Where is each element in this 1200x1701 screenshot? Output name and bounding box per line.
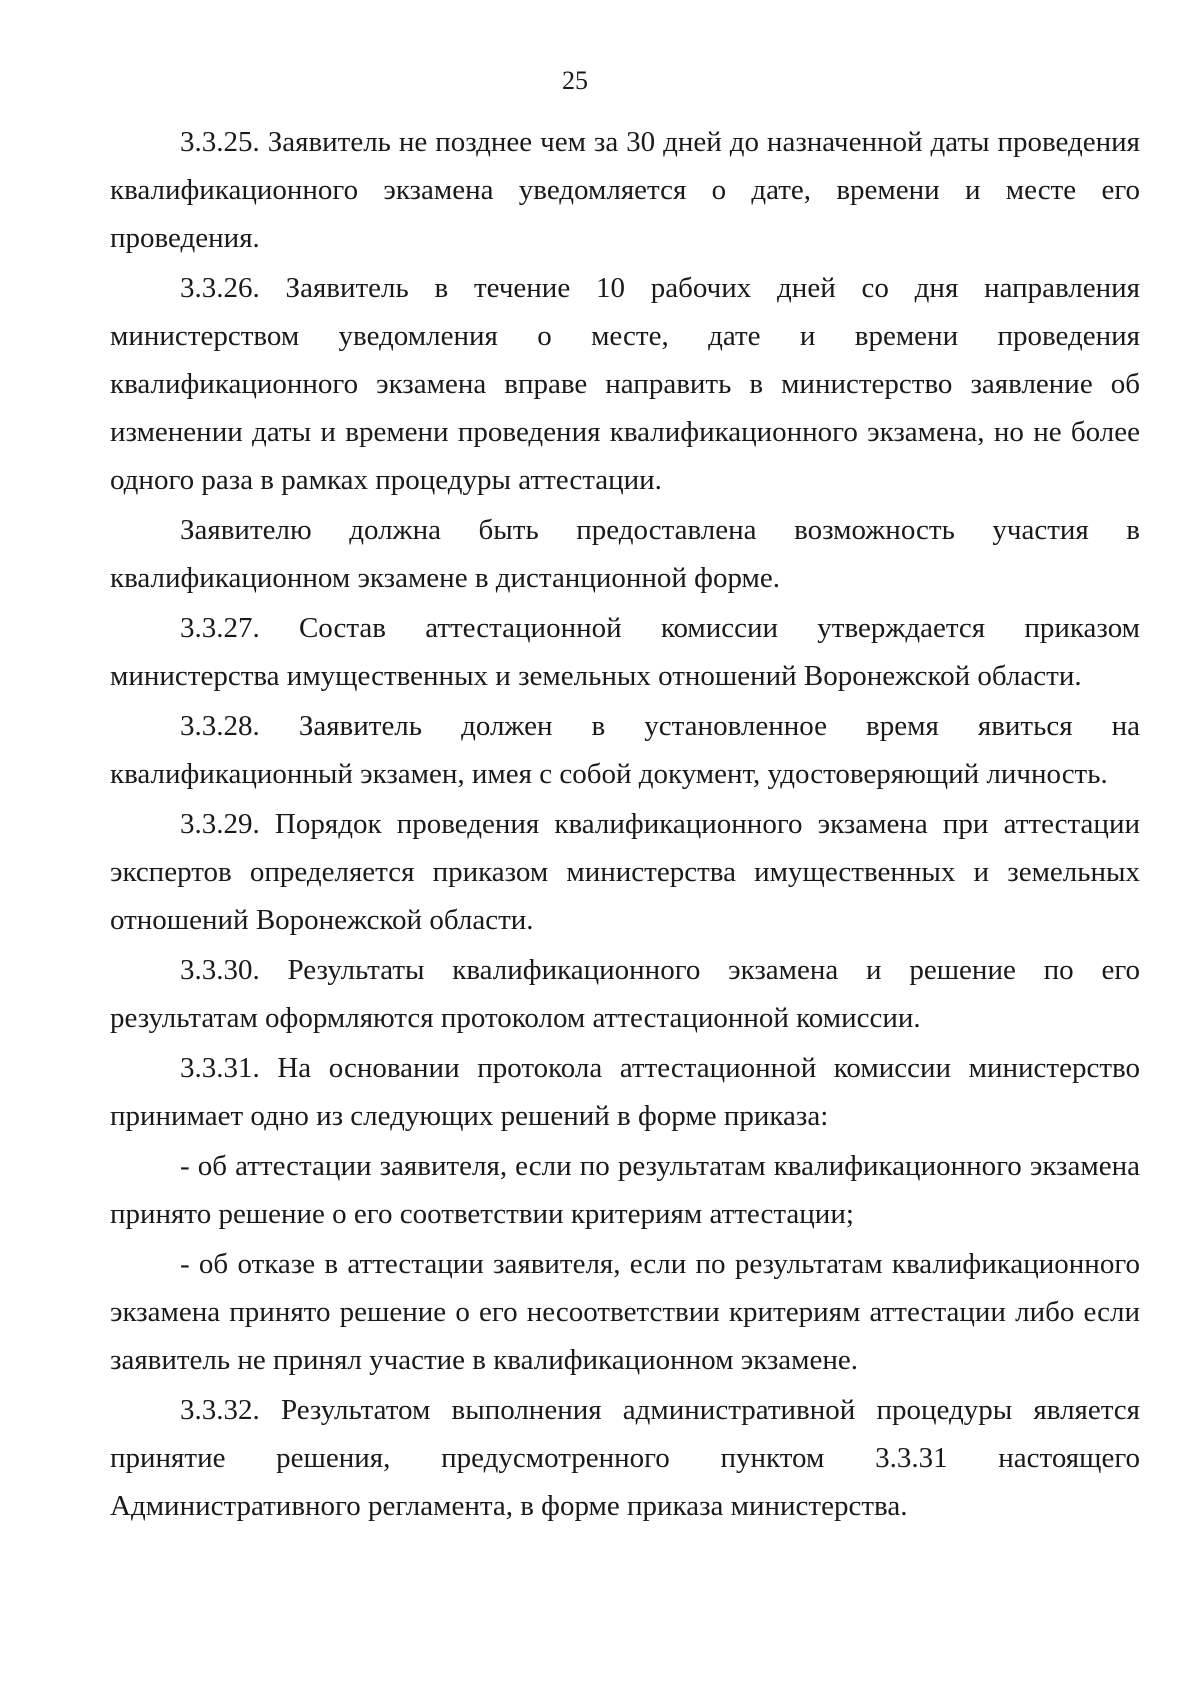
- document-body: [110, 118, 1140, 1532]
- page-number: 25: [562, 66, 588, 95]
- paragraph-3-3-30: 3.3.30. Результаты квалификационного экзамена и решение по его результатам оформляются протоколом аттестационной комиссии.: [110, 954, 1140, 1034]
- paragraph-3-3-32: 3.3.32. Результатом выполнения административной процедуры является принятие решения, предусмотренного пунктом 3.3.31 настоящего Административного регламента, в форме приказа министерства.: [110, 1394, 1140, 1522]
- paragraph-3-3-31: 3.3.31. На основании протокола аттестационной комиссии министерство принимает одно из следующих решений в форме приказа:: [110, 1052, 1140, 1132]
- paragraph-3-3-27: 3.3.27. Состав аттестационной комиссии утверждается приказом министерства имущественных и земельных отношений Воронежской области.: [110, 612, 1140, 692]
- paragraph-remote-participation: Заявителю должна быть предоставлена возможность участия в квалификационном экзамене в дистанционной форме.: [110, 514, 1140, 594]
- list-item-attestation: - об аттестации заявителя, если по результатам квалификационного экзамена принято решение о его соответствии критериям аттестации;: [110, 1150, 1140, 1230]
- paragraph-3-3-28: 3.3.28. Заявитель должен в установленное время явиться на квалификационный экзамен, имея с собой документ, удостоверяющий личность.: [110, 710, 1140, 790]
- paragraph-3-3-26: 3.3.26. Заявитель в течение 10 рабочих дней со дня направления министерством уведомления о месте, дате и времени проведения квалификационного экзамена вправе направить в министерство заявление об изменении даты и времени проведения квалификационного экзамена, но не более одного раза в рамках процедуры аттестации.: [110, 272, 1140, 496]
- list-item-refusal: - об отказе в аттестации заявителя, если по результатам квалификационного экзамена принято решение о его несоответствии критериям аттестации либо если заявитель не принял участие в квалификационном экзамене.: [110, 1248, 1140, 1376]
- paragraph-3-3-25: 3.3.25. Заявитель не позднее чем за 30 дней до назначенной даты проведения квалификационного экзамена уведомляется о дате, времени и месте его проведения.: [110, 126, 1140, 254]
- paragraph-3-3-29: 3.3.29. Порядок проведения квалификационного экзамена при аттестации экспертов определяется приказом министерства имущественных и земельных отношений Воронежской области.: [110, 808, 1140, 936]
